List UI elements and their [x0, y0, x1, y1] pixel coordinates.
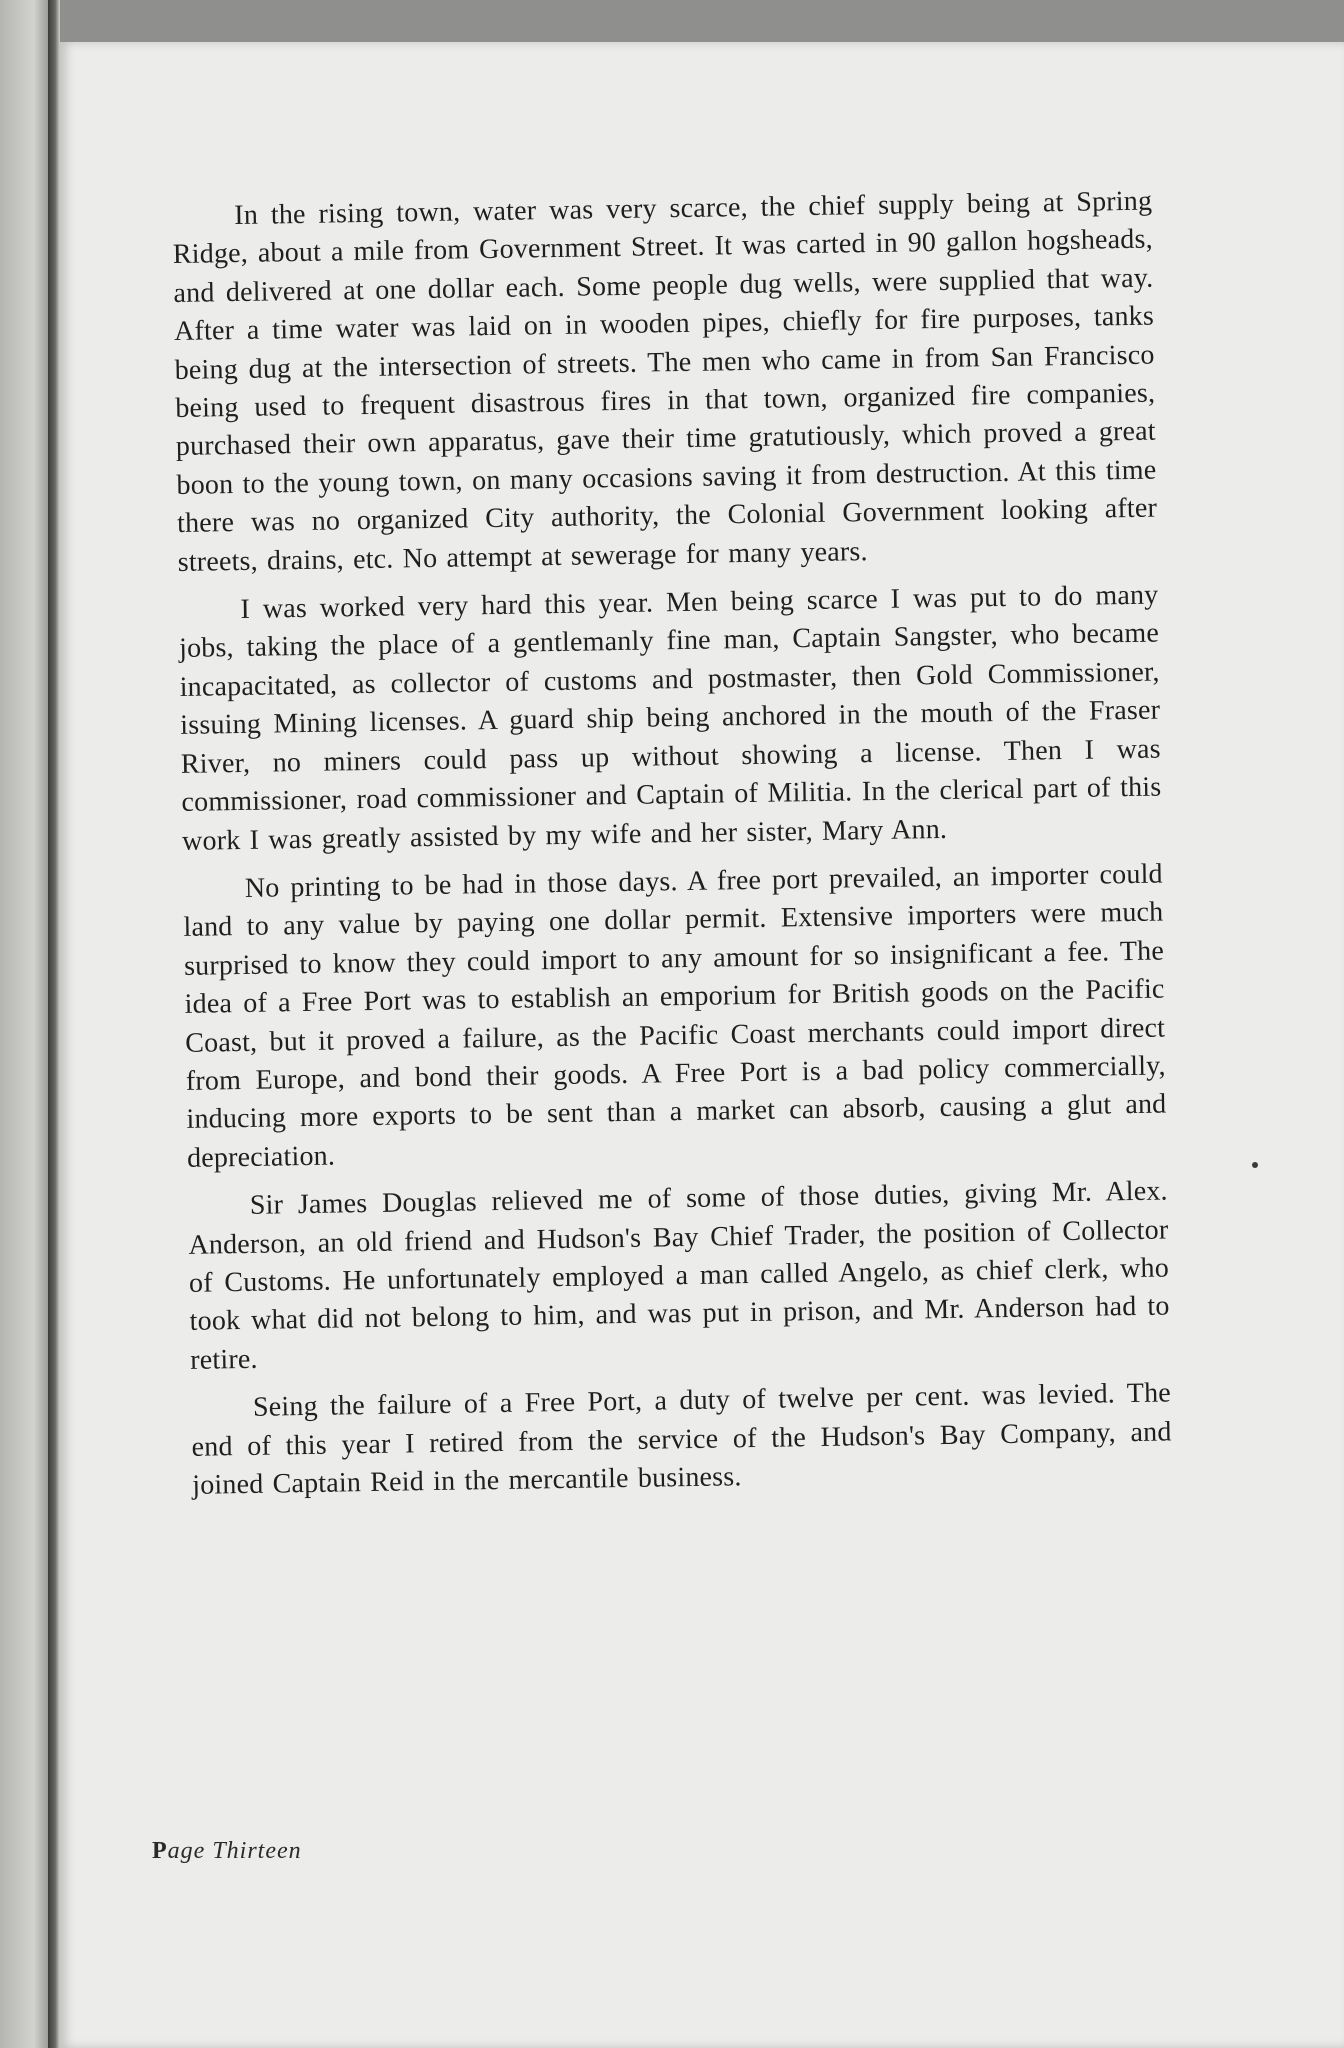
scanner-background	[0, 0, 48, 2048]
paragraph-hard-work: I was worked very hard this year. Men being scarce I was put to do many jobs, taking the place of a gentlemanly fine man, Captain Sangster, who became incapacitated, as collector of customs and postmaster, then Gold Commissioner, issuing Mining licenses. A guard ship being anchored in the mouth of the Fraser River, no miners could pass up without showing a license. Then I was commissioner, road commissioner and Captain of Militia. In the clerical part of this work I was greatly assisted by my wife and her sister, Mary Ann.	[178, 579, 1162, 857]
page-number-initial: P	[152, 1838, 168, 1864]
paragraph-retired: Seing the failure of a Free Port, a duty of twelve per cent. was levied. The end of this year I retired from the service of the Hudson's Bay Company, and joined Captain Reid in the mercantile business.	[191, 1377, 1172, 1501]
paragraph-water-supply: In the rising town, water was very scarce, the chief supply being at Spring Ridge, about a mile from Government Street. It was carted in 90 gallon hogsheads, and delivered at one dollar each. Some people dug wells, were supplied that way. After a time water was laid on in wooden pipes, chiefly for fire purposes, tanks being dug at the intersection of streets. The men who came in from San Francisco being used to frequent disastrous fires in that town, organized fire companies, purchased their own apparatus, gave their time gratutiously, which proved a great boon to the young town, on many occasions saving it from destruction. At this time there was no organized City authority, the Colonial Government looking after streets, drains, etc. No attempt at sewerage for many years.	[172, 185, 1158, 578]
page-number	[152, 1838, 302, 1865]
page-number-rest: age Thirteen	[167, 1838, 302, 1864]
paragraph-douglas: Sir James Douglas relieved me of some of those duties, giving Mr. Alex. Anderson, an old friend and Hudson's Bay Chief Trader, the position of Collector of Customs. He unfortunately employed a man called Angelo, as chief clerk, who took what did not belong to him, and was put in prison, and Mr. Anderson had to retire.	[188, 1175, 1170, 1376]
page-binding-edge	[48, 0, 60, 2048]
print-speck	[1252, 1162, 1258, 1168]
body-text	[172, 183, 1173, 1516]
paragraph-free-port: No printing to be had in those days. A free port prevailed, an importer could land to any value by paying one dollar permit. Extensive importers were much surprised to know they could import to any amount for so insignificant a fee. The idea of a Free Port was to establish an emporium for British goods on the Pacific Coast, but it proved a failure, as the Pacific Coast merchants could import direct from Europe, and bond their goods. A Free Port is a bad policy commercially, inducing more exports to be sent than a market can absorb, causing a glut and depreciation.	[183, 858, 1167, 1174]
